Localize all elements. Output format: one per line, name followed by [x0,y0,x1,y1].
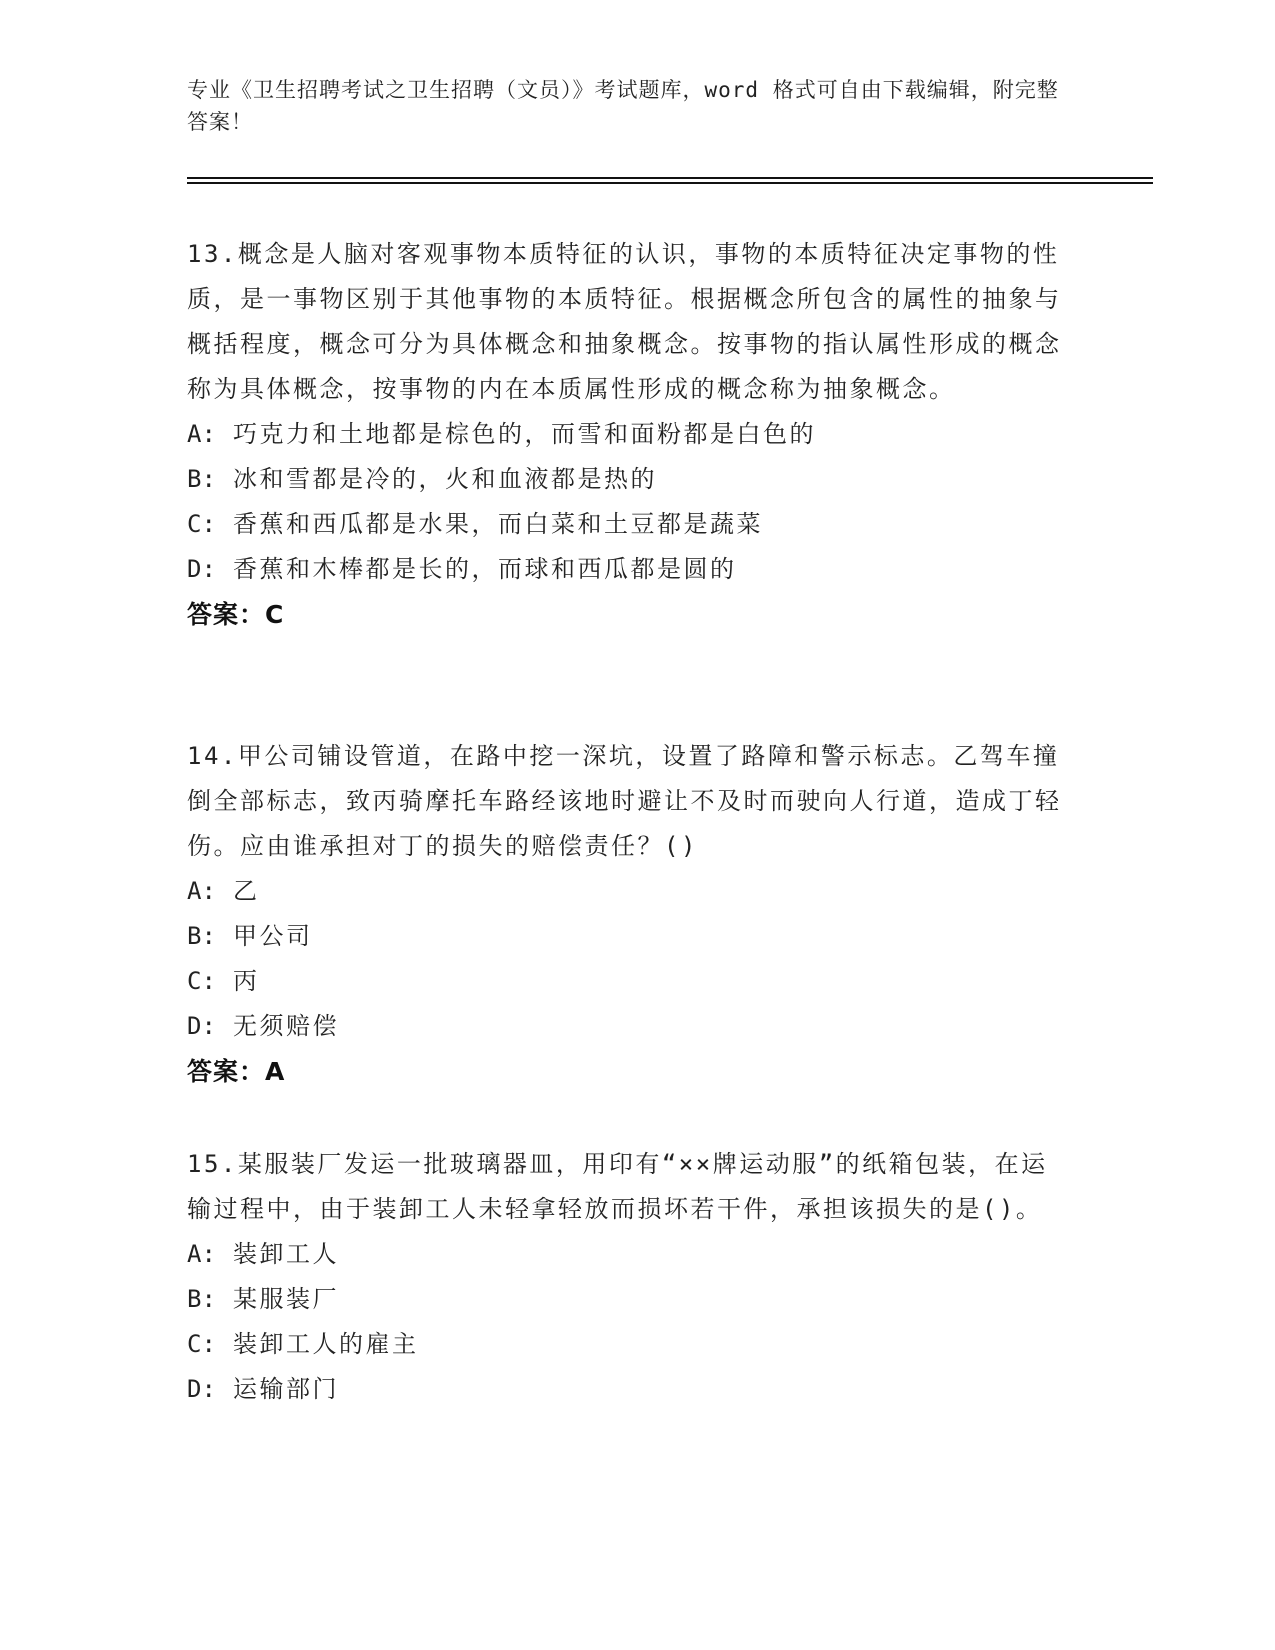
question-stem: 15.某服装厂发运一批玻璃器皿，用印有“××牌运动服”的纸箱包装，在运输过程中，由于装卸工人未轻拿轻放而损坏若干件，承担该损失的是()。 [187,1150,1048,1223]
option-letter: B: [187,922,216,950]
header-text: 专业《卫生招聘考试之卫生招聘（文员）》考试题库，word 格式可自由下载编辑，附完整答案！ [187,78,1059,134]
question-stem: 14.甲公司铺设管道，在路中挖一深坑，设置了路障和警示标志。乙驾车撞倒全部标志，致丙骑摩托车路经该地时避让不及时而驶向人行道，造成丁轻伤。应由谁承担对丁的损失的赔偿责任？() [187,742,1062,860]
option-c [187,502,1067,547]
option-a [187,869,1067,914]
option-letter: D: [187,1012,216,1040]
option-text: 乙 [233,877,260,905]
option-text: 某服装厂 [233,1285,339,1313]
option-letter: D: [187,555,216,583]
question-15 [187,1142,1067,1412]
option-text: 丙 [233,967,260,995]
option-b [187,914,1067,959]
option-c [187,959,1067,1004]
option-text: 冰和雪都是冷的，火和血液都是热的 [233,465,657,493]
option-letter: B: [187,1285,216,1313]
header-rule-bottom [187,182,1153,184]
question-13 [187,232,1067,638]
option-text: 甲公司 [233,922,313,950]
answer-label: 答案：A [187,1057,286,1086]
option-a [187,1232,1067,1277]
option-text: 巧克力和土地都是棕色的，而雪和面粉都是白色的 [233,420,816,448]
option-letter: A: [187,1240,216,1268]
option-text: 装卸工人 [233,1240,339,1268]
option-d [187,1004,1067,1049]
header-rule-top [187,177,1153,179]
option-letter: C: [187,1330,216,1358]
option-a [187,412,1067,457]
option-d [187,1367,1067,1412]
option-letter: C: [187,510,216,538]
option-text: 无须赔偿 [233,1012,339,1040]
option-letter: C: [187,967,216,995]
question-stem: 13.概念是人脑对客观事物本质特征的认识，事物的本质特征决定事物的性质，是一事物区别于其他事物的本质特征。根据概念所包含的属性的抽象与概括程度，概念可分为具体概念和抽象概念。按事物的指认属性形成的概念称为具体概念，按事物的内在本质属性形成的概念称为抽象概念。 [187,240,1062,403]
answer-label: 答案：C [187,600,285,629]
option-text: 香蕉和木棒都是长的，而球和西瓜都是圆的 [233,555,737,583]
option-text: 装卸工人的雇主 [233,1330,419,1358]
option-b [187,457,1067,502]
option-letter: B: [187,465,216,493]
option-text: 运输部门 [233,1375,339,1403]
option-b [187,1277,1067,1322]
question-14 [187,734,1067,1095]
option-text: 香蕉和西瓜都是水果，而白菜和土豆都是蔬菜 [233,510,763,538]
option-d [187,547,1067,592]
option-letter: A: [187,420,216,448]
option-c [187,1322,1067,1367]
option-letter: A: [187,877,216,905]
option-letter: D: [187,1375,216,1403]
